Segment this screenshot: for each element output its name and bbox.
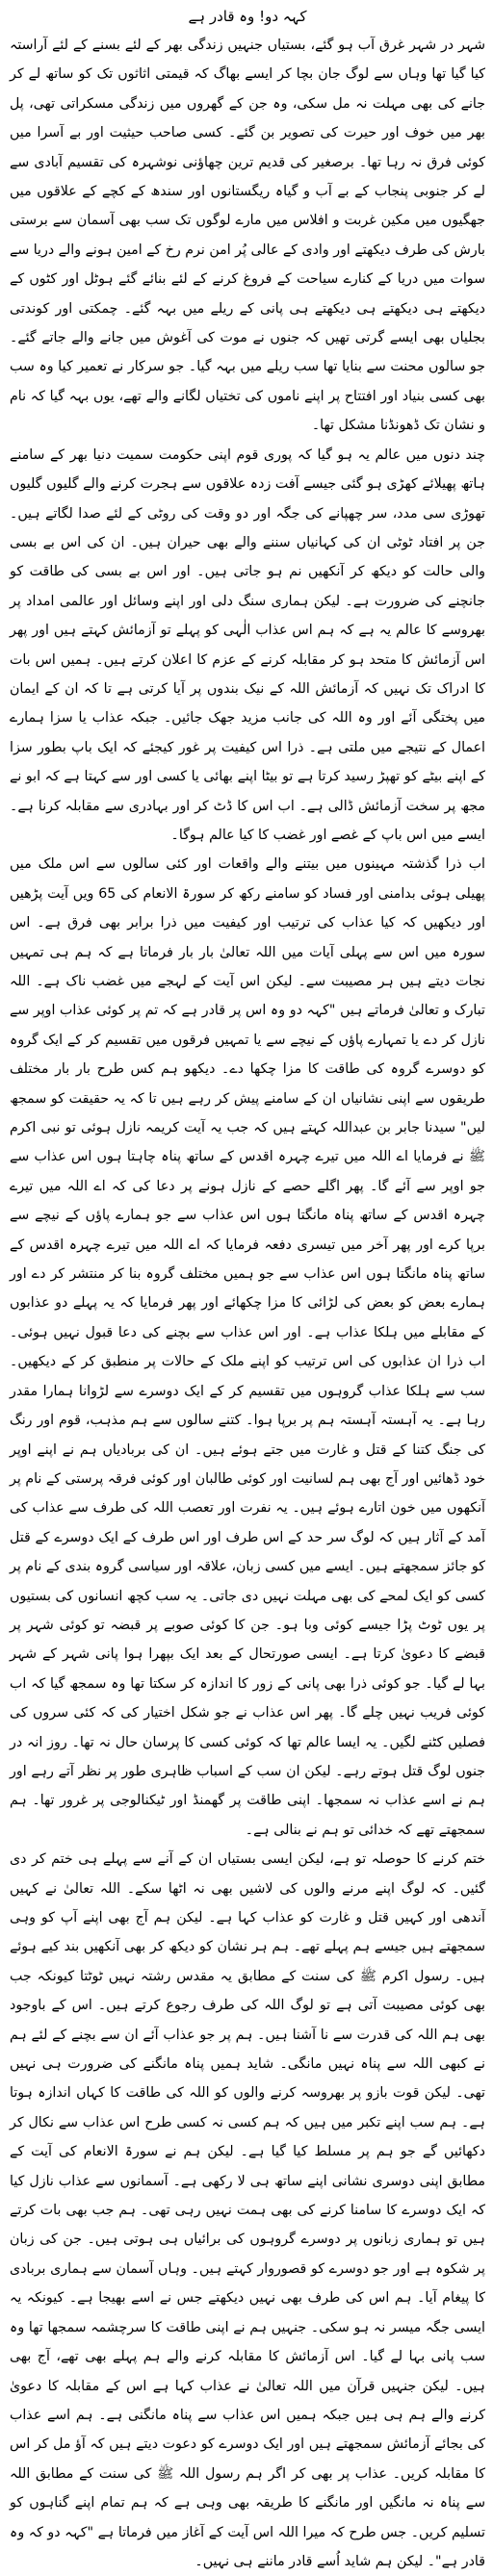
- article-title: کہہ دو! وہ قادر ہے: [188, 8, 307, 25]
- article-body: [10, 31, 485, 2576]
- article-paragraph: شہر در شہر غرق آب ہو گئے، بستیاں جنہیں زندگی بھر کے لئے بسنے کے لئے آراستہ کیا گیا تھا وہاں سے لوگ جان بچا کر ایسے بھاگ کہ قیمتی اثاثوں تک کو ساتھ لے کر جانے کی بھی مہلت نہ مل سکی، وہ جن کے گھروں میں زندگی مسکراتی تھی، پل بھر میں خوف اور حیرت کی تصویر بن گئے۔ کسی صاحب حیثیت اور بے آسرا میں کوئی فرق نہ رہا تھا۔ برصغیر کی قدیم ترین چھاؤنی نوشہرہ کی تقسیم آبادی سے لے کر جنوبی پنجاب کے بے آب و گیاہ ریگستانوں اور سندھ کے کچے کے علاقوں میں جھگیوں میں مکین غربت و افلاس میں مارے لوگوں تک سب بھی آسمان سے برستی بارش کی طرف دیکھتے اور وادی کے عالی پُر امن نرم رخ کے امین ہونے والے دریا سے سوات میں دریا کے کنارے سیاحت کے فروغ کرنے کے لئے بنائے گئے ہوٹل اور کٹوں کے دیکھتے ہی دیکھتے ہی دیکھتے ہی پانی کے ریلے میں بہہ گئے۔ چمکتی اور کوندتی بجلیاں بھی ایسے گرتی تھیں کہ جنوں نے موت کی آغوش میں جانے والے جاتے گئے۔ جو سالوں محنت سے بنایا تھا سب ریلے میں بہہ گیا۔ جو سرکار نے تعمیر کیا وہ سب بھی کسی بنیاد اور افتتاح پر اپنے ناموں کی تختیاں لگانے والے تھے، یوں بہہ گیا کہ نام و نشان تک ڈھونڈنا مشکل تھا۔: [10, 38, 485, 434]
- article-paragraph: ختم کرنے کا حوصلہ تو ہے، لیکن ایسی بستیاں ان کے آنے سے پہلے ہی ختم کر دی گئیں۔ کہ لوگ اپنے مرنے والوں کی لاشیں بھی نہ اٹھا سکے۔ اللہ تعالیٰ نے کہیں آندھی اور کہیں قتل و غارت کو عذاب کہا ہے۔ لیکن ہم آج بھی اپنے آپ کو وہی سمجھتے ہیں جیسے ہم پہلے تھے۔ ہم ہر نشان کو دیکھ کر بھی آنکھیں بند کیے ہوئے ہیں۔ رسول اکرم ﷺ کی سنت کے مطابق یہ مقدس رشتہ نہیں ٹوٹتا کیونکہ جب بھی کوئی مصیبت آتی ہے تو لوگ اللہ کی طرف رجوع کرتے ہیں۔ اس کے باوجود بھی ہم اللہ کی قدرت سے نا آشنا ہیں۔ ہم پر جو عذاب آئے ان سے بچنے کے لئے ہم نے کبھی اللہ سے پناہ نہیں مانگی۔ شاید ہمیں پناہ مانگنے کی ضرورت ہی نہیں تھی۔ لیکن قوت بازو پر بھروسہ کرنے والوں کو اللہ کی طاقت کا کہاں اندازہ ہوتا ہے۔ ہم سب اپنے تکبر میں ہیں کہ ہم کسی نہ کسی طرح اس عذاب سے نکال کر دکھائیں گے جو ہم پر مسلط کیا گیا ہے۔ لیکن ہم نے سورۃ الانعام کی آیت کے مطابق اپنی دوسری نشانی اپنے ساتھ ہی لا رکھی ہے۔ آسمانوں سے عذاب نازل کیا کہ ایک دوسرے کا سامنا کرنے کی بھی ہمت نہیں رہی تھی۔ ہم جب بھی بات کرتے ہیں تو ہماری زبانوں پر دوسرے گروہوں کی برائیاں ہی ہوتی ہیں۔ جن کی زبان پر شکوہ ہے اور جو دوسرے کو قصوروار کہتے ہیں۔ وہاں آسمان سے ہماری بربادی کا پیغام آیا۔ ہم اس کی طرف بھی نہیں دیکھتے جس نے اسے بھیجا ہے۔ کیونکہ یہ ایسی جگہ میسر نہ ہو سکی۔ جنہیں ہم نے اپنی طاقت کا سرچشمہ سمجھا تھا وہ سب پانی بہا لے گیا۔ اس آزمائش کا مقابلہ کرنے والے ہم پہلے بھی تھے، آج بھی ہیں۔ لیکن جنہیں قرآن میں اللہ تعالیٰ نے عذاب کہا ہے اس کے مقابلہ کا دعویٰ کرنے والے ہم ہی ہیں جبکہ ہمیں اس عذاب سے پناہ مانگنی ہے۔ ہم اسے عذاب کی بجائے آزمائش سمجھتے ہیں اور ایک دوسرے کو دعوت دیتے ہیں کہ آؤ مل کر اس کا مقابلہ کریں۔ عذاب پر بھی کر اگر ہم رسول اللہ ﷺ کی سنت کے مطابق اللہ سے پناہ نہ مانگیں اور مانگنے کا طریقہ بھی وہی ہے کہ ہم تمام اپنے گناہوں کو تسلیم کریں۔ جس طرح کہ میرا اللہ اس آیت کے آغاز میں فرماتا ہے "کہہ دو کہ وہ قادر ہے"۔ لیکن ہم شاید اُسے قادر ماننے ہی نہیں۔: [10, 1851, 485, 2569]
- article-paragraph: چند دنوں میں عالم یہ ہو گیا کہ پوری قوم اپنی حکومت سمیت دنیا بھر کے سامنے ہاتھ پھیلائے کھڑی ہو گئی جیسے آفت زدہ علاقوں سے ہجرت کرنے والے گلیوں گلیوں تھوڑی سی مدد، سر چھپانے کی جگہ اور دو وقت کی روٹی کے لئے صدا لگاتے ہیں۔ جن پر افتاد ٹوٹی ان کی کہانیاں سننے والے بھی حیران ہیں۔ ان کی اس بے بسی والی حالت کو دیکھ کر آنکھیں نم ہو جاتی ہیں۔ اور اس بے بسی کی طاقت کو جانچنے کی ضرورت ہے۔ لیکن ہماری سنگ دلی اور اپنے وسائل اور عالمی امداد پر بھروسے کا عالم یہ ہے کہ ہم اس عذاب الٰہی کو پہلے تو آزمائش کہتے ہیں اور پھر اس آزمائش کا متحد ہو کر مقابلہ کرنے کے عزم کا اعلان کرتے ہیں۔ ہمیں اس بات کا ادراک تک نہیں کہ آزمائش اللہ کے نیک بندوں پر آیا کرتی ہے تا کہ ان کے ایمان میں پختگی آئے اور وہ اللہ کی جانب مزید جھک جائیں۔ جبکہ عذاب یا سزا ہمارے اعمال کے نتیجے میں ملتی ہے۔ ذرا اس کیفیت پر غور کیجئے کہ ایک باپ بطور سزا کے اپنے بیٹے کو تھپڑ رسید کرتا ہے تو بیٹا اپنے بھائی یا کسی اور سے کہتا ہے کہ ابو نے مجھ پر سخت آزمائش ڈالی ہے۔ اب اس کا ڈٹ کر اور بہادری سے مقابلہ کرنا ہے۔ ایسے میں اس باپ کے غصے اور غضب کا کیا عالم ہوگا۔: [10, 446, 485, 843]
- article-paragraph: اب ذرا گذشتہ مہینوں میں بیتنے والے واقعات اور کئی سالوں سے اس ملک میں پھیلی ہوئی بدامنی اور فساد کو سامنے رکھ کر سورۃ الانعام کی 65 ویں آیت پڑھیں اور دیکھیں کہ کیا عذاب کی ترتیب اور کیفیت میں ذرا برابر بھی فرق ہے۔ اس سورہ میں اس سے پہلی آیات میں اللہ تعالیٰ بار بار فرماتا ہے کہ ہم ہی تمہیں نجات دیتے ہیں ہر مصیبت سے۔ لیکن اس آیت کے لہجے میں غضب ناک ہے۔ اللہ تبارک و تعالیٰ فرماتے ہیں "کہہ دو وہ اس پر قادر ہے کہ تم پر کوئی عذاب اوپر سے نازل کر دے یا تمہارے پاؤں کے نیچے سے یا تمہیں فرقوں میں تقسیم کر کے ایک گروہ کو دوسرے گروہ کی طاقت کا مزا چکھا دے۔ دیکھو ہم کس طرح بار بار مختلف طریقوں سے اپنی نشانیاں ان کے سامنے پیش کر رہے ہیں تا کہ یہ حقیقت کو سمجھ لیں" سیدنا جابر بن عبداللہ کہتے ہیں کہ جب یہ آیت کریمہ نازل ہوئی تو نبی اکرم ﷺ نے فرمایا اے اللہ میں تیرے چہرہ اقدس کے ساتھ پناہ چاہتا ہوں اس عذاب سے جو اوپر سے آئے گا۔ پھر اگلے حصے کے نازل ہونے پر دعا کی کہ اے اللہ میں تیرے چہرہ اقدس کے ساتھ پناہ مانگتا ہوں اس عذاب سے جو ہمارے پاؤں کے نیچے سے برپا کرے اور پھر آخر میں تیسری دفعہ فرمایا کہ اے اللہ میں تیرے چہرہ اقدس کے ساتھ پناہ مانگتا ہوں اس عذاب سے جو ہمیں مختلف گروہ بنا کر منتشر کر دے اور ہمارے بعض کو بعض کی لڑائی کا مزا چکھائے اور پھر فرمایا کہ یہ پہلے دو عذابوں کے مقابلے میں ہلکا عذاب ہے۔ اور اس عذاب سے بچنے کی دعا قبول نہیں ہوئی۔ اب ذرا ان عذابوں کی اس ترتیب کو اپنے ملک کے حالات پر منطبق کر کے دیکھیں۔ سب سے ہلکا عذاب گروہوں میں تقسیم کر کے ایک دوسرے سے لڑوانا ہمارا مقدر رہا ہے۔ یہ آہستہ آہستہ ہم پر برپا ہوا۔ کتنے سالوں سے ہم مذہب، قوم اور رنگ کی جنگ کتنا کے قتل و غارت میں جتے ہوئے ہیں۔ ان کی بربادیاں ہم نے اپنے اوپر خود ڈھائیں اور آج بھی ہم لسانیت اور کوئی طالبان اور کوئی فرقہ پرستی کے نام پر آنکھوں میں خون اتارے ہوئے ہیں۔ یہ نفرت اور تعصب اللہ کی طرف سے عذاب کی آمد کے آثار ہیں کہ لوگ سر حد کے اس طرف اور اس طرف کے ایک دوسرے کے قتل کو جائز سمجھتے ہیں۔ ایسے میں کسی زبان، علاقہ اور سیاسی گروہ بندی کے نام پر کسی کو ایک لمحے کی بھی مہلت نہیں دی جاتی۔ یہ سب کچھ انسانوں کی بستیوں پر یوں ٹوٹ پڑا جیسے کوئی وبا ہو۔ جن کا کوئی صوبے پر قبضہ تو کوئی شہر پر قبضے کا دعویٰ کرتا ہے۔ ایسی صورتحال کے بعد ایک بپھرا ہوا پانی شہر کے شہر بہا لے گیا۔ جو کوئی ذرا بھی پانی کے زور کا اندازہ کر سکتا تھا وہ سمجھ گیا کہ اب کوئی فریب نہیں چلے گا۔ پھر اس عذاب نے جو شکل اختیار کی کہ کئی سروں کی فصلیں کٹنے لگیں۔ یہ ایسا عالم تھا کہ کوئی کسی کا پرسان حال نہ تھا۔ روز انہ در جنوں لوگ قتل ہوتے رہے۔ لیکن ان سب کے اسباب ظاہری طور پر نظر آتے رہے اور ہم نے اسے عذاب نہ سمجھا۔ اپنی طاقت پر گھمنڈ اور ٹیکنالوجی پر غرور تھا۔ ہم سمجھتے تھے کہ خدائی تو ہم نے بنالی ہے۔: [10, 856, 485, 1838]
